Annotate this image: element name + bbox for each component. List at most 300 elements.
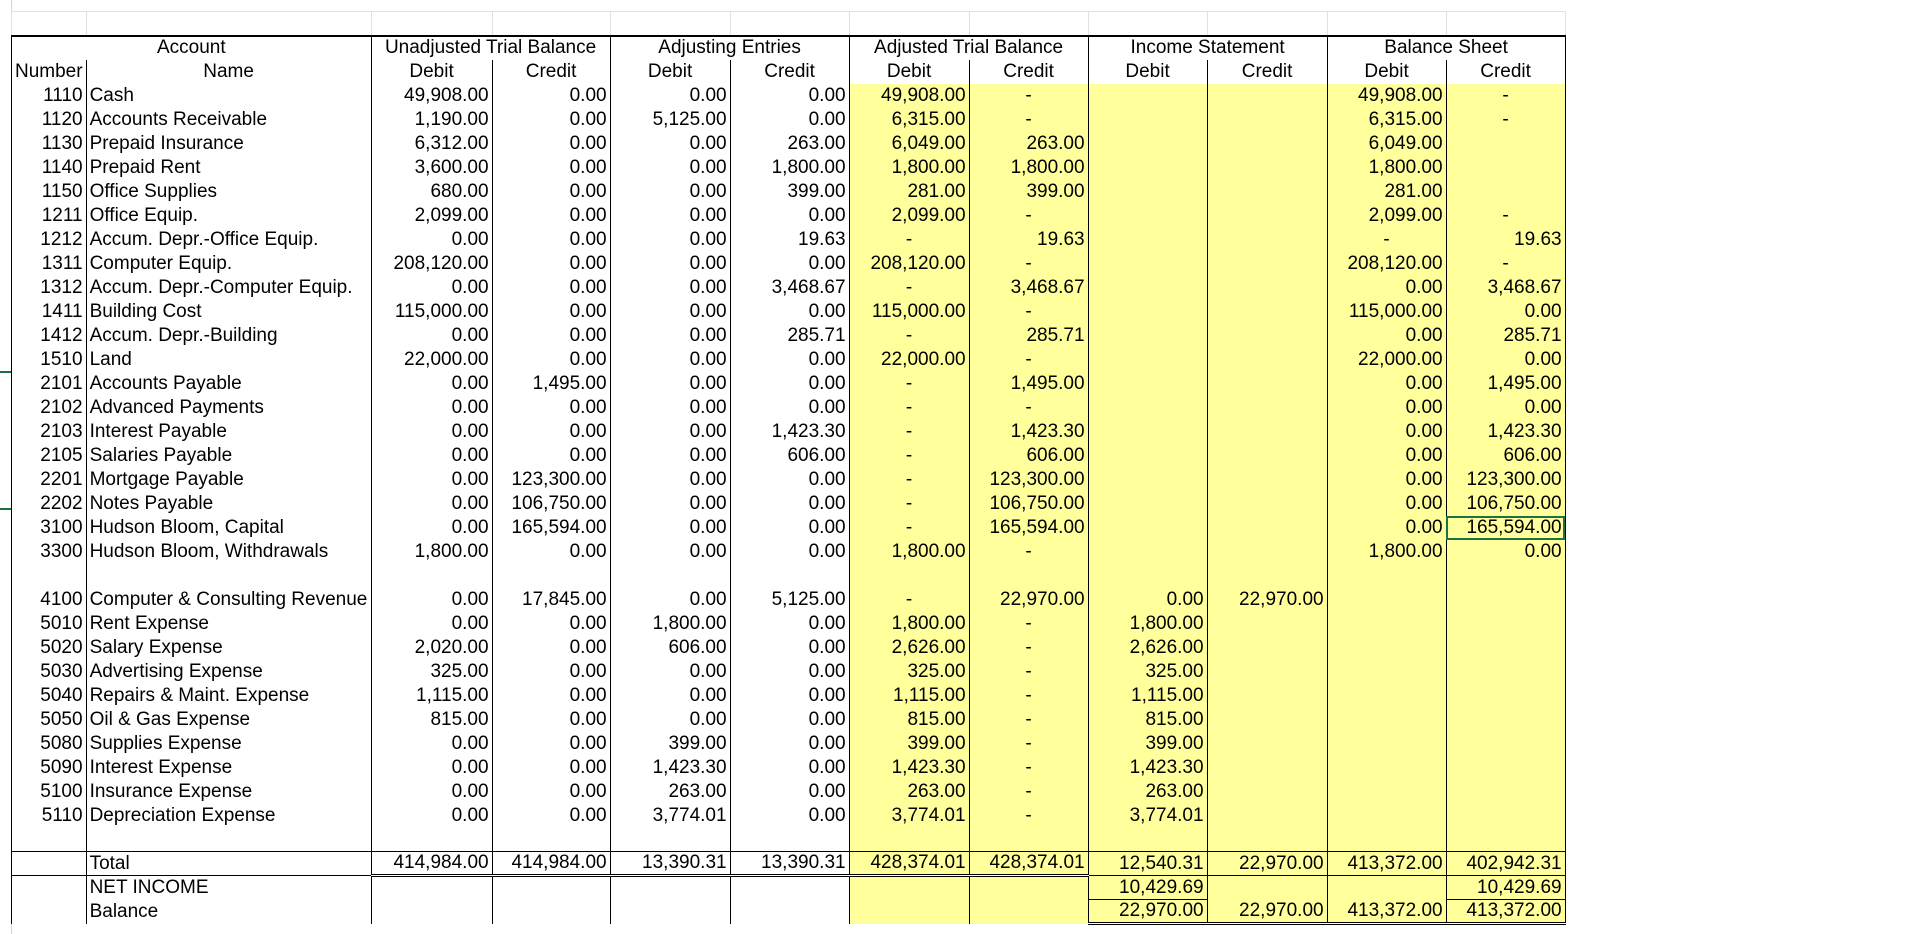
value-cell[interactable]: 0.00: [1446, 348, 1565, 372]
header-group[interactable]: Balance Sheet: [1327, 36, 1565, 60]
value-cell[interactable]: 1,423.30: [1446, 420, 1565, 444]
value-cell[interactable]: [730, 900, 849, 924]
empty-cell[interactable]: [371, 828, 492, 852]
value-cell[interactable]: 6,312.00: [371, 132, 492, 156]
empty-cell[interactable]: [610, 12, 730, 36]
value-cell[interactable]: 263.00: [730, 132, 849, 156]
value-cell[interactable]: 1,423.30: [1088, 756, 1207, 780]
value-cell[interactable]: [1207, 252, 1327, 276]
empty-cell[interactable]: [1207, 12, 1327, 36]
account-name[interactable]: Interest Expense: [86, 756, 371, 780]
value-cell[interactable]: -: [849, 420, 969, 444]
value-cell[interactable]: 263.00: [849, 780, 969, 804]
value-cell[interactable]: 0.00: [730, 516, 849, 540]
value-cell[interactable]: -: [849, 444, 969, 468]
value-cell[interactable]: 285.71: [1446, 324, 1565, 348]
value-cell[interactable]: [1088, 540, 1207, 564]
value-cell[interactable]: 1,800.00: [1327, 156, 1446, 180]
account-name[interactable]: Depreciation Expense: [86, 804, 371, 828]
empty-cell[interactable]: [849, 12, 969, 36]
value-cell[interactable]: 0.00: [610, 468, 730, 492]
value-cell[interactable]: 0.00: [610, 180, 730, 204]
header-name[interactable]: Name: [86, 60, 371, 84]
value-cell[interactable]: 0.00: [1446, 300, 1565, 324]
value-cell[interactable]: 49,908.00: [371, 84, 492, 108]
value-cell[interactable]: [1207, 108, 1327, 132]
value-cell[interactable]: 115,000.00: [371, 300, 492, 324]
account-number[interactable]: 3100: [12, 516, 87, 540]
empty-cell[interactable]: [849, 564, 969, 588]
value-cell[interactable]: 0.00: [371, 372, 492, 396]
value-cell[interactable]: 325.00: [849, 660, 969, 684]
value-cell[interactable]: 1,800.00: [371, 540, 492, 564]
value-cell[interactable]: [1446, 732, 1565, 756]
value-cell[interactable]: 0.00: [730, 684, 849, 708]
account-name[interactable]: Salary Expense: [86, 636, 371, 660]
account-number[interactable]: 1130: [12, 132, 87, 156]
value-cell[interactable]: [1207, 84, 1327, 108]
value-cell[interactable]: 0.00: [371, 468, 492, 492]
value-cell[interactable]: [1088, 372, 1207, 396]
value-cell[interactable]: -: [849, 228, 969, 252]
value-cell[interactable]: 3,774.01: [849, 804, 969, 828]
value-cell[interactable]: -: [969, 300, 1088, 324]
value-cell[interactable]: 0.00: [1327, 444, 1446, 468]
value-cell[interactable]: 399.00: [730, 180, 849, 204]
value-cell[interactable]: 0.00: [492, 276, 610, 300]
value-cell[interactable]: 208,120.00: [1327, 252, 1446, 276]
value-cell[interactable]: [1327, 588, 1446, 612]
value-cell[interactable]: -: [849, 468, 969, 492]
value-cell[interactable]: 0.00: [492, 756, 610, 780]
value-cell[interactable]: 325.00: [371, 660, 492, 684]
value-cell[interactable]: 6,049.00: [1327, 132, 1446, 156]
value-cell[interactable]: [1088, 492, 1207, 516]
value-cell[interactable]: 0.00: [730, 108, 849, 132]
value-cell[interactable]: 2,099.00: [1327, 204, 1446, 228]
account-number[interactable]: 1312: [12, 276, 87, 300]
value-cell[interactable]: 2,020.00: [371, 636, 492, 660]
value-cell[interactable]: 0.00: [1327, 492, 1446, 516]
account-name[interactable]: Cash: [86, 84, 371, 108]
value-cell[interactable]: [1446, 756, 1565, 780]
value-cell[interactable]: 0.00: [730, 708, 849, 732]
value-cell[interactable]: [1446, 156, 1565, 180]
account-name[interactable]: Office Equip.: [86, 204, 371, 228]
value-cell[interactable]: 0.00: [730, 372, 849, 396]
empty-cell[interactable]: [1446, 828, 1565, 852]
value-cell[interactable]: 0.00: [1446, 396, 1565, 420]
value-cell[interactable]: 281.00: [1327, 180, 1446, 204]
total-label[interactable]: Total: [86, 852, 371, 876]
empty-cell[interactable]: [12, 900, 87, 924]
value-cell[interactable]: 5,125.00: [730, 588, 849, 612]
value-cell[interactable]: [1207, 156, 1327, 180]
value-cell[interactable]: [1088, 468, 1207, 492]
value-cell[interactable]: 115,000.00: [1327, 300, 1446, 324]
value-cell[interactable]: 0.00: [610, 684, 730, 708]
account-number[interactable]: 1311: [12, 252, 87, 276]
value-cell[interactable]: 0.00: [730, 252, 849, 276]
value-cell[interactable]: 22,000.00: [371, 348, 492, 372]
value-cell[interactable]: 2,099.00: [849, 204, 969, 228]
value-cell[interactable]: [1207, 276, 1327, 300]
value-cell[interactable]: [1446, 804, 1565, 828]
account-number[interactable]: 5050: [12, 708, 87, 732]
value-cell[interactable]: 106,750.00: [1446, 492, 1565, 516]
empty-cell[interactable]: [849, 828, 969, 852]
value-cell[interactable]: 0.00: [1327, 372, 1446, 396]
value-cell[interactable]: 0.00: [492, 180, 610, 204]
value-cell[interactable]: [1207, 300, 1327, 324]
value-cell[interactable]: 1,190.00: [371, 108, 492, 132]
value-cell[interactable]: [1327, 684, 1446, 708]
account-number[interactable]: 2201: [12, 468, 87, 492]
value-cell[interactable]: [1088, 108, 1207, 132]
value-cell[interactable]: 106,750.00: [969, 492, 1088, 516]
value-cell[interactable]: -: [849, 372, 969, 396]
value-cell[interactable]: -: [969, 612, 1088, 636]
account-number[interactable]: 5080: [12, 732, 87, 756]
value-cell[interactable]: [371, 876, 492, 900]
value-cell[interactable]: -: [1327, 228, 1446, 252]
account-name[interactable]: Accounts Payable: [86, 372, 371, 396]
value-cell[interactable]: 0.00: [610, 348, 730, 372]
value-cell[interactable]: 0.00: [492, 540, 610, 564]
value-cell[interactable]: 6,315.00: [1327, 108, 1446, 132]
value-cell[interactable]: 0.00: [492, 252, 610, 276]
value-cell[interactable]: 606.00: [969, 444, 1088, 468]
value-cell[interactable]: -: [969, 708, 1088, 732]
account-number[interactable]: 1110: [12, 84, 87, 108]
account-number[interactable]: 1150: [12, 180, 87, 204]
value-cell[interactable]: [1446, 780, 1565, 804]
value-cell[interactable]: -: [849, 516, 969, 540]
value-cell[interactable]: 0.00: [371, 780, 492, 804]
empty-cell[interactable]: [492, 564, 610, 588]
value-cell[interactable]: 1,495.00: [492, 372, 610, 396]
value-cell[interactable]: 12,540.31: [1088, 852, 1207, 876]
value-cell[interactable]: [1207, 348, 1327, 372]
empty-cell[interactable]: [86, 828, 371, 852]
value-cell[interactable]: [1207, 660, 1327, 684]
value-cell[interactable]: 0.00: [492, 636, 610, 660]
value-cell[interactable]: 1,800.00: [610, 612, 730, 636]
account-number[interactable]: 1212: [12, 228, 87, 252]
value-cell[interactable]: [1088, 276, 1207, 300]
value-cell[interactable]: 413,372.00: [1446, 900, 1565, 924]
empty-cell[interactable]: [1327, 12, 1446, 36]
value-cell[interactable]: 10,429.69: [1088, 876, 1207, 900]
value-cell[interactable]: 0.00: [492, 444, 610, 468]
value-cell[interactable]: 0.00: [492, 612, 610, 636]
value-cell[interactable]: 0.00: [730, 300, 849, 324]
value-cell[interactable]: 402,942.31: [1446, 852, 1565, 876]
value-cell[interactable]: 0.00: [730, 204, 849, 228]
account-name[interactable]: Computer Equip.: [86, 252, 371, 276]
value-cell[interactable]: 0.00: [610, 84, 730, 108]
value-cell[interactable]: [492, 876, 610, 900]
account-number[interactable]: 1120: [12, 108, 87, 132]
value-cell[interactable]: 0.00: [610, 516, 730, 540]
empty-cell[interactable]: [1327, 564, 1446, 588]
value-cell[interactable]: [1207, 612, 1327, 636]
value-cell[interactable]: [1327, 804, 1446, 828]
value-cell[interactable]: 325.00: [1088, 660, 1207, 684]
value-cell[interactable]: 0.00: [730, 804, 849, 828]
value-cell[interactable]: 1,423.30: [969, 420, 1088, 444]
value-cell[interactable]: [1207, 372, 1327, 396]
value-cell[interactable]: 0.00: [610, 252, 730, 276]
account-name[interactable]: Supplies Expense: [86, 732, 371, 756]
account-name[interactable]: Accounts Receivable: [86, 108, 371, 132]
value-cell[interactable]: [1327, 660, 1446, 684]
account-number[interactable]: 5110: [12, 804, 87, 828]
value-cell[interactable]: 0.00: [1327, 516, 1446, 540]
value-cell[interactable]: [969, 876, 1088, 900]
value-cell[interactable]: [1207, 516, 1327, 540]
value-cell[interactable]: 413,372.00: [1327, 852, 1446, 876]
value-cell[interactable]: [610, 900, 730, 924]
header-debit[interactable]: Debit: [371, 60, 492, 84]
value-cell[interactable]: -: [969, 108, 1088, 132]
account-name[interactable]: Insurance Expense: [86, 780, 371, 804]
account-name[interactable]: Rent Expense: [86, 612, 371, 636]
value-cell[interactable]: 0.00: [610, 708, 730, 732]
empty-cell[interactable]: [492, 828, 610, 852]
value-cell[interactable]: 0.00: [371, 324, 492, 348]
value-cell[interactable]: [730, 876, 849, 900]
value-cell[interactable]: 428,374.01: [969, 852, 1088, 876]
account-number[interactable]: 5030: [12, 660, 87, 684]
value-cell[interactable]: [1088, 396, 1207, 420]
account-number[interactable]: 5090: [12, 756, 87, 780]
account-name[interactable]: Hudson Bloom, Withdrawals: [86, 540, 371, 564]
value-cell[interactable]: 285.71: [969, 324, 1088, 348]
value-cell[interactable]: 22,970.00: [1207, 588, 1327, 612]
value-cell[interactable]: 115,000.00: [849, 300, 969, 324]
value-cell[interactable]: 0.00: [371, 516, 492, 540]
account-name[interactable]: Hudson Bloom, Capital: [86, 516, 371, 540]
value-cell[interactable]: 263.00: [969, 132, 1088, 156]
value-cell[interactable]: -: [969, 348, 1088, 372]
value-cell[interactable]: 3,468.67: [730, 276, 849, 300]
value-cell[interactable]: -: [969, 540, 1088, 564]
value-cell[interactable]: 6,049.00: [849, 132, 969, 156]
value-cell[interactable]: [1446, 180, 1565, 204]
value-cell[interactable]: [1446, 588, 1565, 612]
value-cell[interactable]: -: [849, 492, 969, 516]
value-cell[interactable]: [1207, 228, 1327, 252]
value-cell[interactable]: [1207, 684, 1327, 708]
account-name[interactable]: Salaries Payable: [86, 444, 371, 468]
value-cell[interactable]: 0.00: [1327, 276, 1446, 300]
empty-cell[interactable]: [12, 852, 87, 876]
value-cell[interactable]: 2,099.00: [371, 204, 492, 228]
value-cell[interactable]: 0.00: [730, 756, 849, 780]
value-cell[interactable]: 606.00: [1446, 444, 1565, 468]
value-cell[interactable]: -: [969, 636, 1088, 660]
value-cell[interactable]: [1207, 180, 1327, 204]
value-cell[interactable]: [1088, 180, 1207, 204]
value-cell[interactable]: 1,800.00: [730, 156, 849, 180]
account-number[interactable]: 1411: [12, 300, 87, 324]
value-cell[interactable]: [1207, 420, 1327, 444]
value-cell[interactable]: [1446, 636, 1565, 660]
value-cell[interactable]: 0.00: [492, 108, 610, 132]
empty-cell[interactable]: [371, 12, 492, 36]
header-credit[interactable]: Credit: [1446, 60, 1565, 84]
account-number[interactable]: 5040: [12, 684, 87, 708]
value-cell[interactable]: 399.00: [849, 732, 969, 756]
value-cell[interactable]: -: [969, 84, 1088, 108]
value-cell[interactable]: 0.00: [610, 156, 730, 180]
empty-cell[interactable]: [371, 564, 492, 588]
value-cell[interactable]: 0.00: [1327, 468, 1446, 492]
value-cell[interactable]: 123,300.00: [492, 468, 610, 492]
value-cell[interactable]: 0.00: [492, 732, 610, 756]
empty-cell[interactable]: [730, 564, 849, 588]
value-cell[interactable]: -: [849, 324, 969, 348]
value-cell[interactable]: 0.00: [610, 588, 730, 612]
value-cell[interactable]: [1446, 612, 1565, 636]
value-cell[interactable]: 0.00: [610, 300, 730, 324]
value-cell[interactable]: 399.00: [969, 180, 1088, 204]
empty-cell[interactable]: [1088, 12, 1207, 36]
value-cell[interactable]: 1,423.30: [849, 756, 969, 780]
empty-cell[interactable]: [1327, 828, 1446, 852]
empty-cell[interactable]: [1088, 828, 1207, 852]
value-cell[interactable]: 281.00: [849, 180, 969, 204]
value-cell[interactable]: 0.00: [610, 492, 730, 516]
value-cell[interactable]: 123,300.00: [1446, 468, 1565, 492]
value-cell[interactable]: 1,800.00: [1088, 612, 1207, 636]
value-cell[interactable]: 0.00: [610, 396, 730, 420]
value-cell[interactable]: 0.00: [492, 708, 610, 732]
value-cell[interactable]: 0.00: [492, 396, 610, 420]
value-cell[interactable]: [849, 900, 969, 924]
account-name[interactable]: Prepaid Rent: [86, 156, 371, 180]
value-cell[interactable]: 0.00: [730, 660, 849, 684]
value-cell[interactable]: 3,600.00: [371, 156, 492, 180]
value-cell[interactable]: 0.00: [371, 588, 492, 612]
empty-cell[interactable]: [969, 564, 1088, 588]
value-cell[interactable]: 19.63: [1446, 228, 1565, 252]
empty-cell[interactable]: [12, 564, 87, 588]
value-cell[interactable]: 0.00: [730, 612, 849, 636]
account-name[interactable]: Accum. Depr.-Building: [86, 324, 371, 348]
account-name[interactable]: Interest Payable: [86, 420, 371, 444]
value-cell[interactable]: 0.00: [371, 228, 492, 252]
value-cell[interactable]: 399.00: [1088, 732, 1207, 756]
account-number[interactable]: 1412: [12, 324, 87, 348]
value-cell[interactable]: 5,125.00: [610, 108, 730, 132]
value-cell[interactable]: 22,970.00: [969, 588, 1088, 612]
value-cell[interactable]: 0.00: [610, 660, 730, 684]
account-name[interactable]: Prepaid Insurance: [86, 132, 371, 156]
value-cell[interactable]: -: [849, 396, 969, 420]
value-cell[interactable]: 285.71: [730, 324, 849, 348]
account-number[interactable]: 2105: [12, 444, 87, 468]
value-cell[interactable]: 0.00: [371, 396, 492, 420]
value-cell[interactable]: [1207, 492, 1327, 516]
empty-cell[interactable]: [492, 12, 610, 36]
account-number[interactable]: 2101: [12, 372, 87, 396]
value-cell[interactable]: [1088, 348, 1207, 372]
value-cell[interactable]: 0.00: [371, 420, 492, 444]
value-cell[interactable]: 0.00: [1327, 396, 1446, 420]
value-cell[interactable]: 0.00: [610, 204, 730, 228]
value-cell[interactable]: 0.00: [492, 684, 610, 708]
value-cell[interactable]: 0.00: [730, 636, 849, 660]
header-debit[interactable]: Debit: [1327, 60, 1446, 84]
value-cell[interactable]: 0.00: [730, 732, 849, 756]
value-cell[interactable]: [1088, 324, 1207, 348]
value-cell[interactable]: -: [969, 756, 1088, 780]
value-cell[interactable]: 1,495.00: [1446, 372, 1565, 396]
value-cell[interactable]: [1088, 444, 1207, 468]
value-cell[interactable]: 0.00: [492, 228, 610, 252]
value-cell[interactable]: [1207, 204, 1327, 228]
value-cell[interactable]: 49,908.00: [1327, 84, 1446, 108]
value-cell[interactable]: 0.00: [610, 276, 730, 300]
value-cell[interactable]: 49,908.00: [849, 84, 969, 108]
value-cell[interactable]: 3,468.67: [1446, 276, 1565, 300]
value-cell[interactable]: 815.00: [1088, 708, 1207, 732]
value-cell[interactable]: 6,315.00: [849, 108, 969, 132]
value-cell[interactable]: 1,115.00: [371, 684, 492, 708]
value-cell[interactable]: -: [969, 396, 1088, 420]
value-cell[interactable]: 414,984.00: [492, 852, 610, 876]
value-cell[interactable]: 165,594.00: [1446, 516, 1565, 540]
empty-cell[interactable]: [12, 876, 87, 900]
value-cell[interactable]: 0.00: [371, 612, 492, 636]
value-cell[interactable]: -: [1446, 204, 1565, 228]
empty-cell[interactable]: [1207, 828, 1327, 852]
value-cell[interactable]: 1,800.00: [849, 612, 969, 636]
value-cell[interactable]: 606.00: [610, 636, 730, 660]
value-cell[interactable]: [1207, 396, 1327, 420]
account-number[interactable]: 1510: [12, 348, 87, 372]
value-cell[interactable]: 680.00: [371, 180, 492, 204]
account-number[interactable]: 1140: [12, 156, 87, 180]
value-cell[interactable]: 413,372.00: [1327, 900, 1446, 924]
value-cell[interactable]: -: [1446, 84, 1565, 108]
header-credit[interactable]: Credit: [730, 60, 849, 84]
balance-label[interactable]: Balance: [86, 900, 371, 924]
header-group[interactable]: Unadjusted Trial Balance: [371, 36, 610, 60]
value-cell[interactable]: 0.00: [492, 324, 610, 348]
account-number[interactable]: 2202: [12, 492, 87, 516]
value-cell[interactable]: 3,774.01: [1088, 804, 1207, 828]
value-cell[interactable]: [1207, 324, 1327, 348]
value-cell[interactable]: [1088, 516, 1207, 540]
value-cell[interactable]: 0.00: [492, 348, 610, 372]
value-cell[interactable]: 0.00: [610, 372, 730, 396]
value-cell[interactable]: 0.00: [371, 444, 492, 468]
header-credit[interactable]: Credit: [1207, 60, 1327, 84]
value-cell[interactable]: 606.00: [730, 444, 849, 468]
value-cell[interactable]: 0.00: [1327, 324, 1446, 348]
value-cell[interactable]: [1088, 84, 1207, 108]
value-cell[interactable]: [969, 900, 1088, 924]
empty-cell[interactable]: [86, 564, 371, 588]
empty-cell[interactable]: [730, 12, 849, 36]
value-cell[interactable]: [1207, 780, 1327, 804]
value-cell[interactable]: 0.00: [1327, 420, 1446, 444]
value-cell[interactable]: -: [969, 684, 1088, 708]
account-name[interactable]: Mortgage Payable: [86, 468, 371, 492]
